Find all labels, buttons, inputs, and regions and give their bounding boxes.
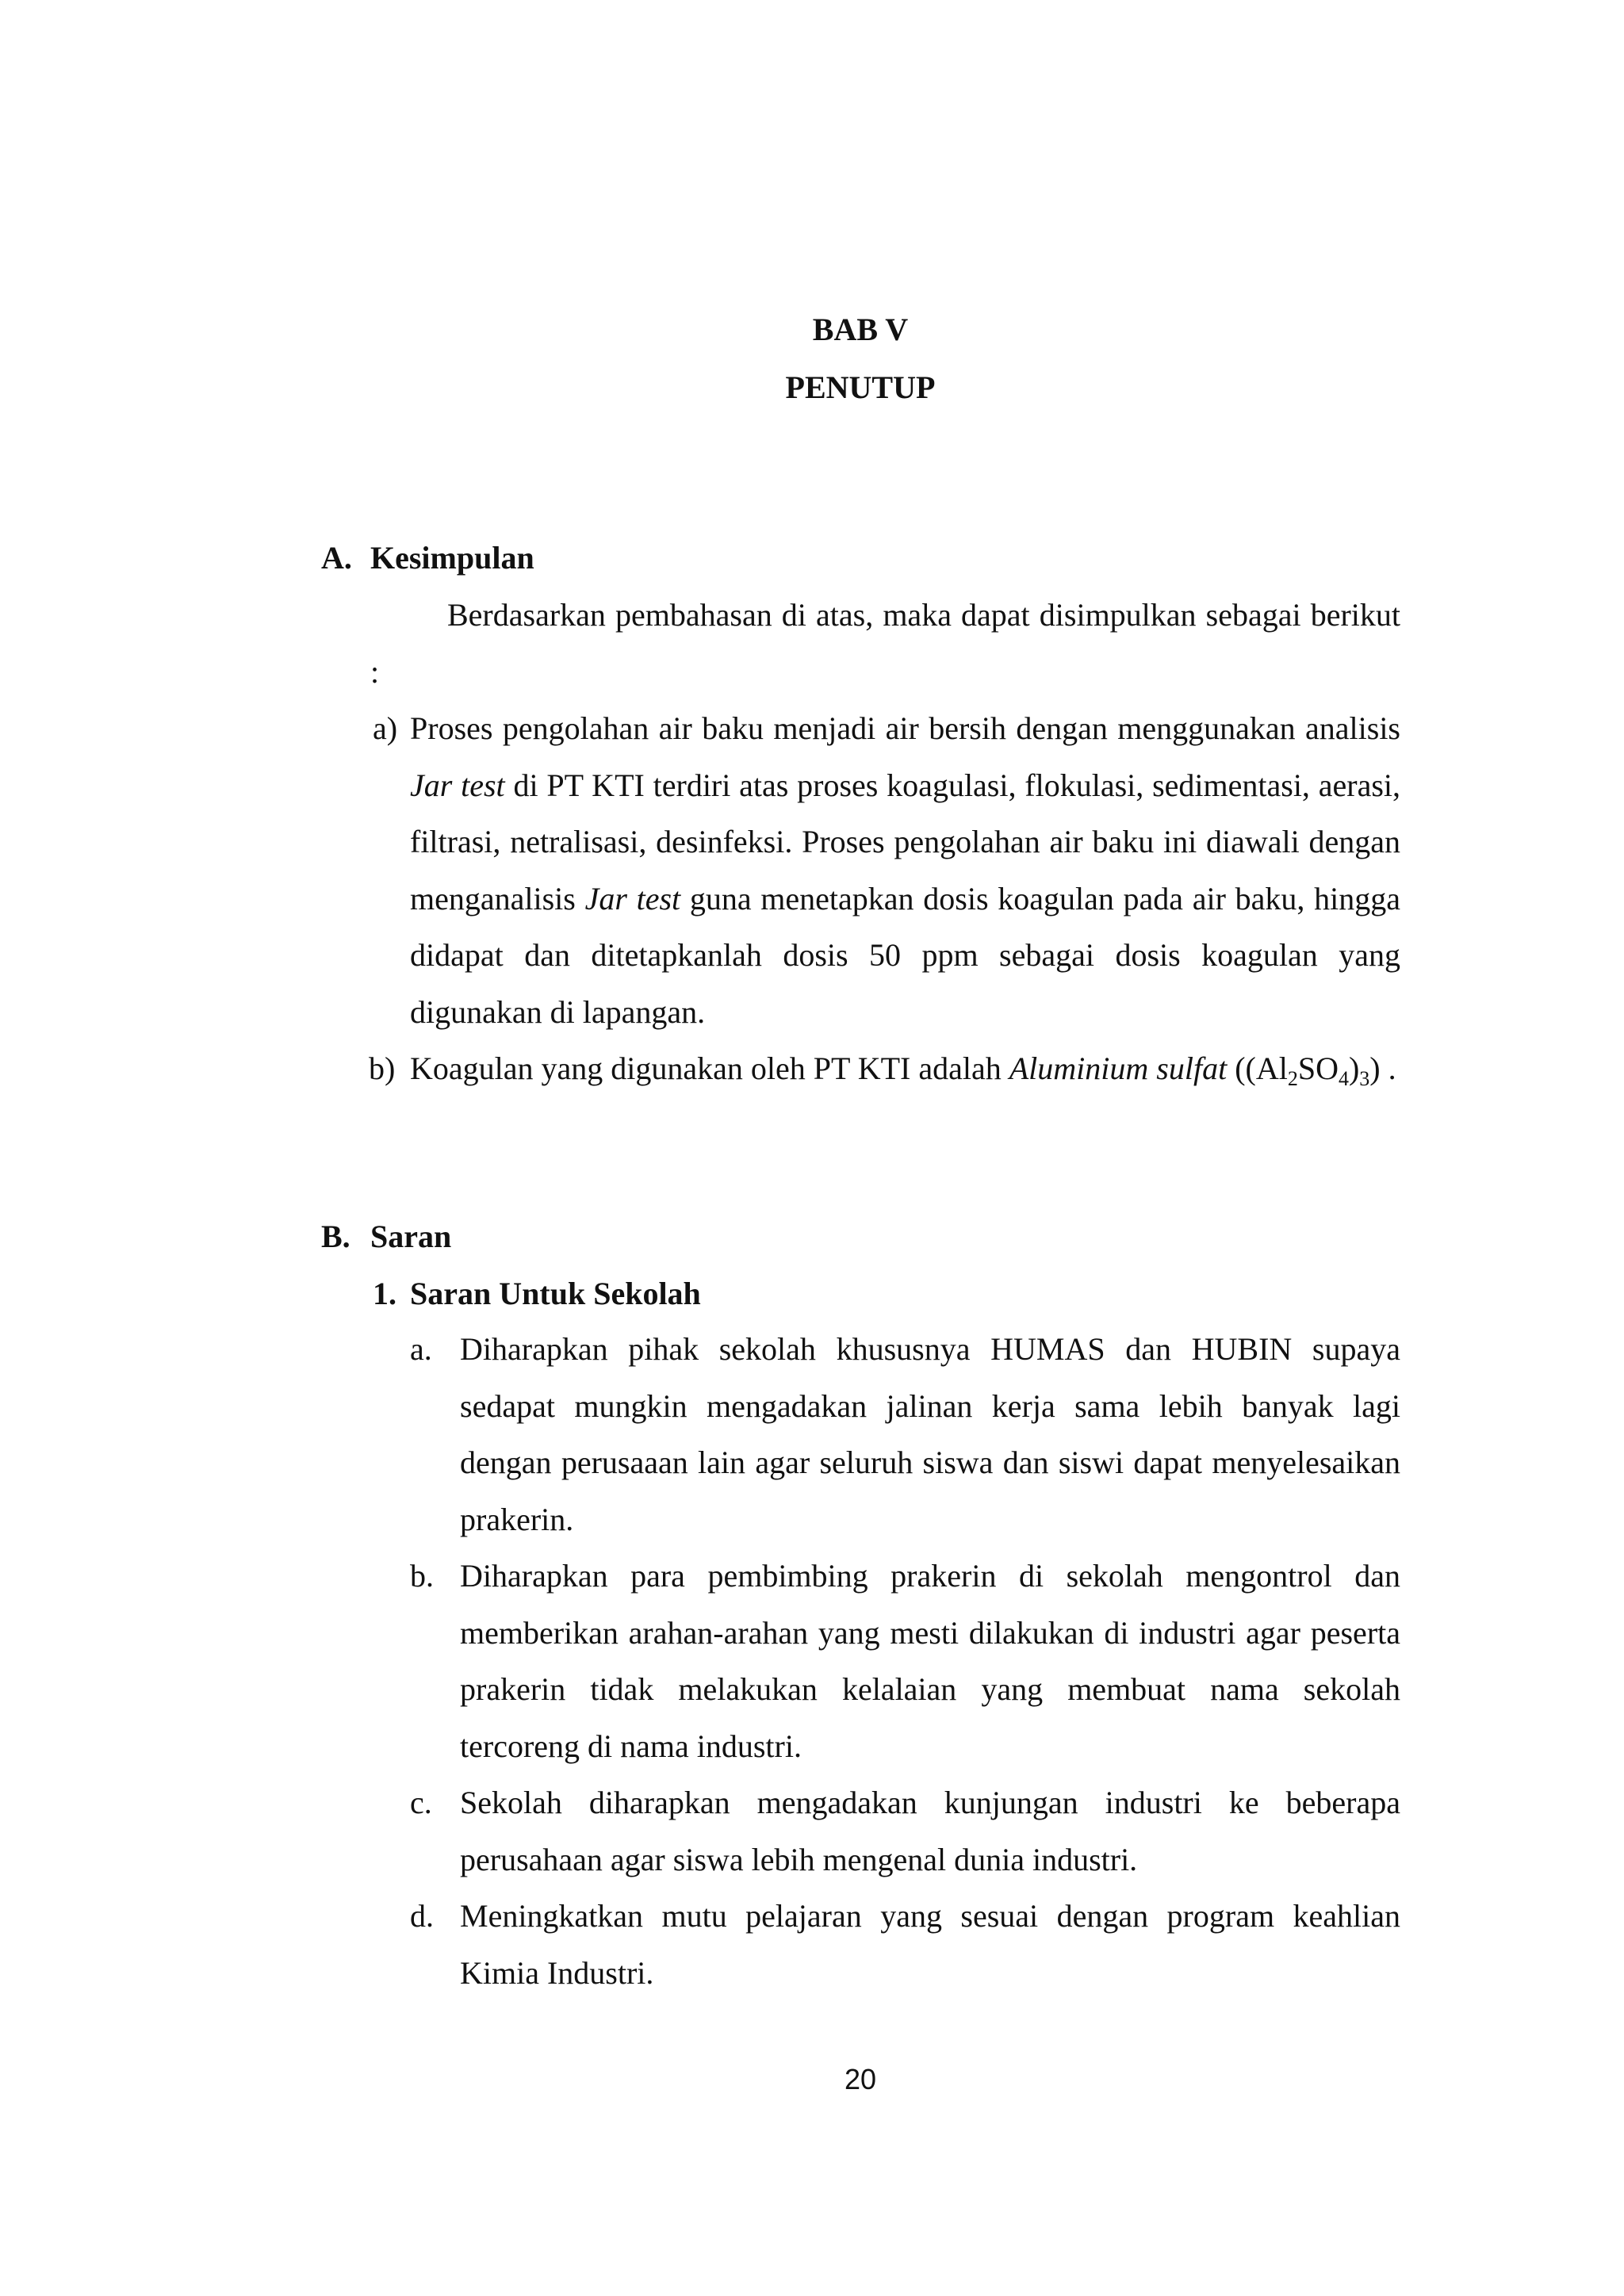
suggestion-item-a-marker: a. <box>410 1331 432 1367</box>
conclusion-item-b <box>369 1040 1400 1097</box>
suggestion-item-d <box>410 1888 1400 2001</box>
conclusion-intro-text: Berdasarkan pembahasan di atas, maka dapat disimpulkan sebagai berikut : <box>370 597 1400 690</box>
conclusion-item-a <box>373 700 1401 1040</box>
conclusion-intro <box>370 587 1400 700</box>
suggestion-item-a-text: Diharapkan pihak sekolah khususnya HUMAS dan HUBIN supaya sedapat mungkin mengadakan jalinan kerja sama lebih banyak lagi dengan perusaaan lain agar seluruh siswa dan siswi dapat menyelesaikan prakerin. <box>460 1331 1400 1537</box>
suggestion-item-c-text: Sekolah diharapkan mengadakan kunjungan industri ke beberapa perusahaan agar siswa lebih mengenal dunia industri. <box>460 1785 1400 1877</box>
suggestion-item-b-marker: b. <box>410 1558 434 1594</box>
suggestion-item-b-text: Diharapkan para pembimbing prakerin di sekolah mengontrol dan memberikan arahan-arahan yang mesti dilakukan di industri agar peserta prakerin tidak melakukan kelalaian yang membuat nama sekolah tercoreng di nama industri. <box>460 1558 1400 1764</box>
section-b-label: B. <box>321 1219 350 1254</box>
section-b-title: Saran <box>370 1219 452 1254</box>
chapter-number: BAB V <box>812 312 909 347</box>
conclusion-item-a-text: Proses pengolahan air baku menjadi air bersih dengan menggunakan analisis Jar test di PT KTI terdiri atas proses koagulasi, flokulasi, sedimentasi, aerasi, filtrasi, netralisasi, desinfeksi. Proses pengolahan air baku ini diawali dengan menganalisis Jar test guna menetapkan dosis koagulan pada air baku, hingga didapat dan ditetapkanlah dosis 50 ppm sebagai dosis koagulan yang digunakan di lapangan. <box>410 710 1401 1030</box>
section-b-heading <box>321 1218 451 1256</box>
suggestion-item-b <box>410 1548 1400 1774</box>
suggestion-item-c-marker: c. <box>410 1785 432 1820</box>
suggestion-item-c <box>410 1774 1400 1888</box>
conclusion-item-b-text: Koagulan yang digunakan oleh PT KTI adalah Aluminium sulfat $((Al_2SO_4)_3)$ . <box>410 1050 1396 1090</box>
section-a-label: A. <box>321 540 352 576</box>
suggestion-item-d-text: Meningkatkan mutu pelajaran yang sesuai dengan program keahlian Kimia Industri. <box>460 1898 1400 1991</box>
suggestion-item-d-marker: d. <box>410 1898 434 1934</box>
subsection-1-heading <box>373 1275 701 1313</box>
chapter-title: PENUTUP <box>785 369 936 405</box>
subsection-1-label: 1. <box>373 1276 396 1311</box>
section-a-heading <box>321 539 534 577</box>
subsection-1-title: Saran Untuk Sekolah <box>410 1276 701 1311</box>
conclusion-item-a-marker: a) <box>373 710 398 746</box>
suggestion-item-a <box>410 1321 1400 1548</box>
section-a-title: Kesimpulan <box>370 540 534 576</box>
page-number: 20 <box>844 2063 877 2095</box>
conclusion-item-b-marker: b) <box>369 1050 396 1086</box>
